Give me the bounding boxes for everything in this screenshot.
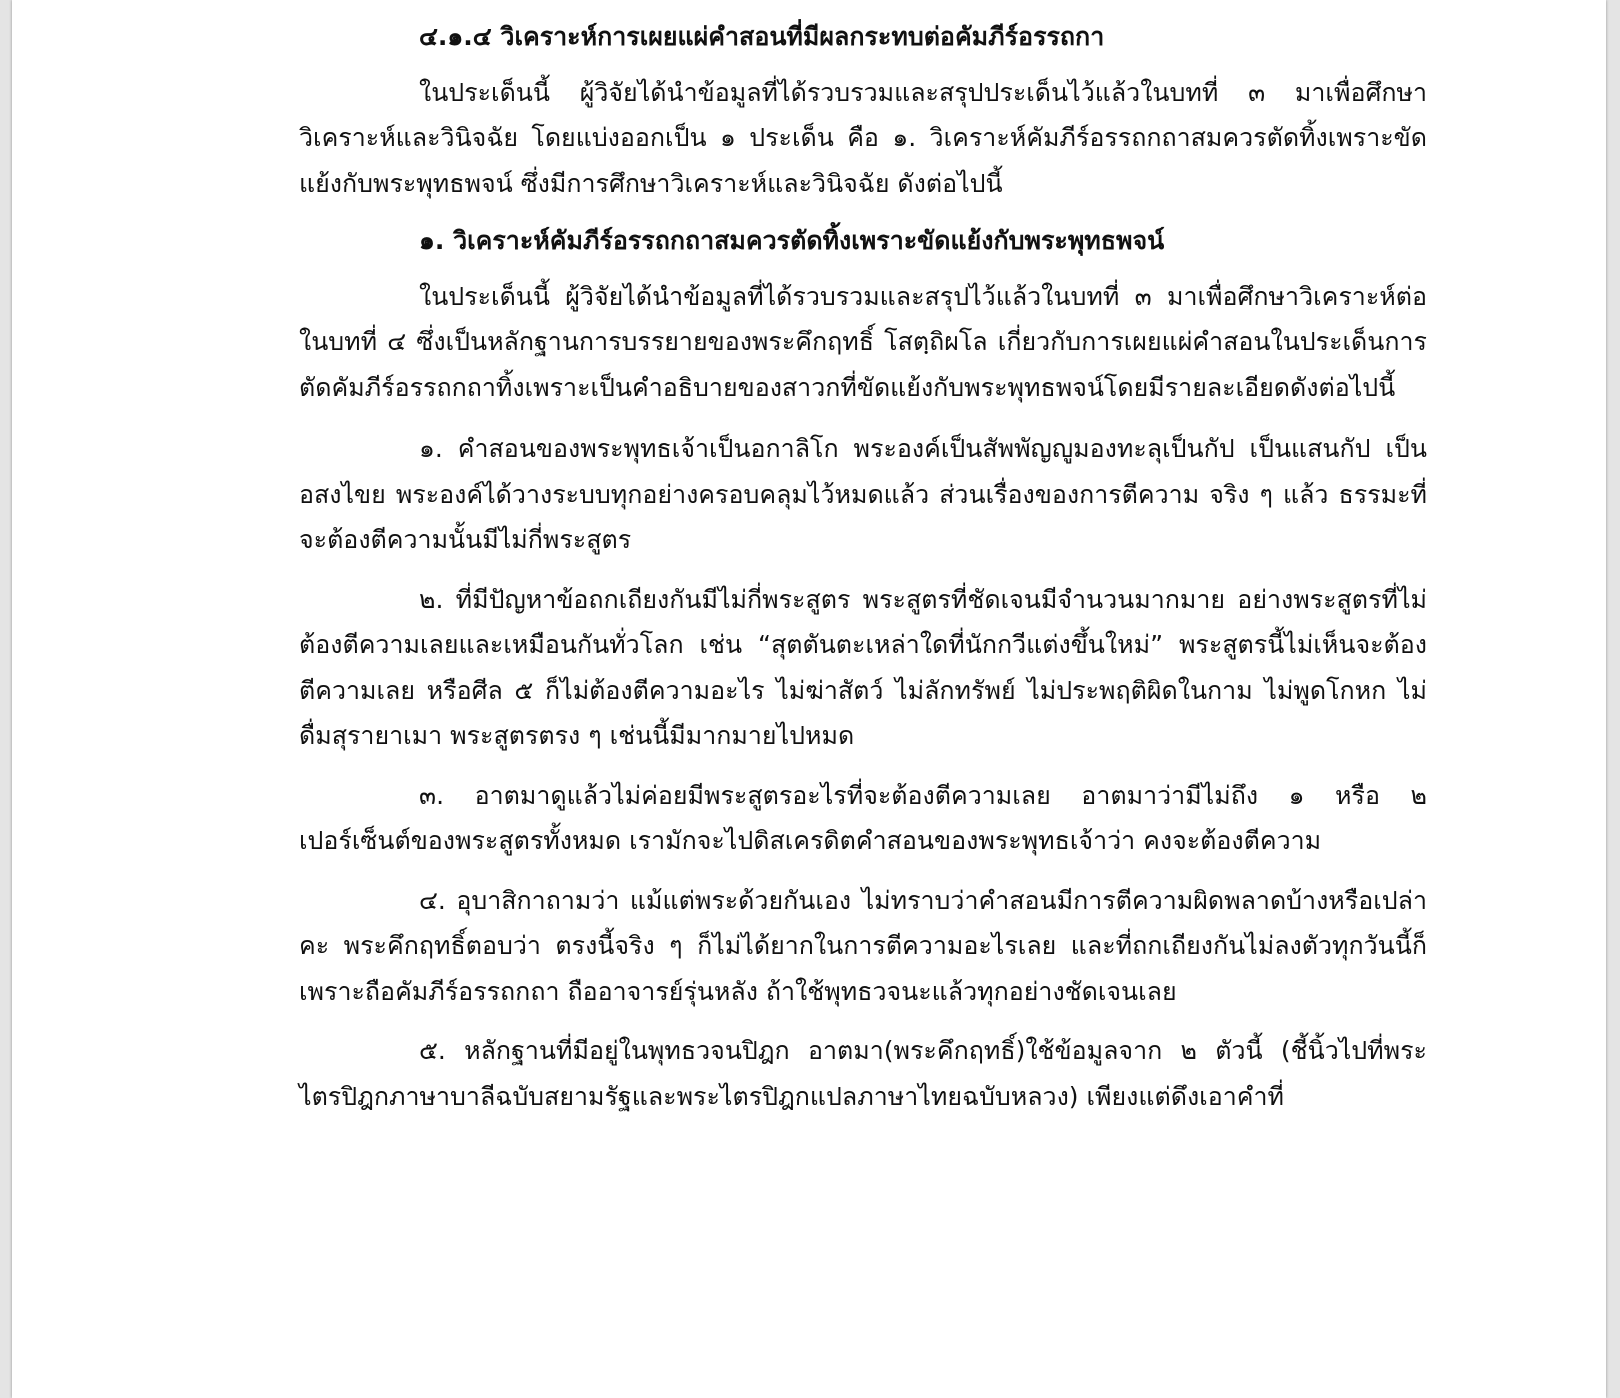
document-body [299, 14, 1427, 1133]
numbered-item-3: ๓. อาตมาดูแล้วไม่ค่อยมีพระสูตรอะไรที่จะต้องตีความเลย อาตมาว่ามีไม่ถึง ๑ หรือ ๒ เปอร์เซ็นต์ของพระสูตรทั้งหมด เรามักจะไปดิสเครดิตคำสอนของพระพุทธเจ้าว่า คงจะต้องตีความ [299, 780, 1427, 855]
sub-intro-paragraph: ในประเด็นนี้ ผู้วิจัยได้นำข้อมูลที่ได้รวบรวมและสรุปไว้แล้วในบทที่ ๓ มาเพื่อศึกษาวิเคราะห์ต่อในบทที่ ๔ ซึ่งเป็นหลักฐานการบรรยายของพระคึกฤทธิ์ โสตฺถิผโล เกี่ยวกับการเผยแผ่คำสอนในประเด็นการตัดคัมภีร์อรรถกถาทิ้งเพราะเป็นคำอธิบายของสาวกที่ขัดแย้งกับพระพุทธพจน์โดยมีรายละเอียดดังต่อไปนี้ [299, 281, 1427, 402]
numbered-item-4: ๔. อุบาสิกาถามว่า แม้แต่พระด้วยกันเอง ไม่ทราบว่าคำสอนมีการตีความผิดพลาดบ้างหรือเปล่าคะ พระคึกฤทธิ์ตอบว่า ตรงนี้จริง ๆ ก็ไม่ได้ยากในการตีความอะไรเลย และที่ถกเถียงกันไม่ลงตัวทุกวันนี้ก็เพราะถือคัมภีร์อรรถกถา ถืออาจารย์รุ่นหลัง ถ้าใช้พุทธวจนะแล้วทุกอย่างชัดเจนเลย [299, 885, 1427, 1006]
subsection-heading: ๑. วิเคราะห์คัมภีร์อรรถกถาสมควรตัดทิ้งเพราะขัดแย้งกับพระพุทธพจน์ [419, 226, 1165, 255]
numbered-item-5: ๕. หลักฐานที่มีอยู่ในพุทธวจนปิฎก อาตมา(พระคึกฤทธิ์)ใช้ข้อมูลจาก ๒ ตัวนี้ (ชี้นิ้วไปที่พระไตรปิฎกภาษาบาลีฉบับสยามรัฐและพระไตรปิฎกแปลภาษาไทยฉบับหลวง) เพียงแต่ดึงเอาคำที่ [299, 1036, 1427, 1111]
intro-paragraph: ในประเด็นนี้ ผู้วิจัยได้นำข้อมูลที่ได้รวบรวมและสรุปประเด็นไว้แล้วในบทที่ ๓ มาเพื่อศึกษาวิเคราะห์และวินิจฉัย โดยแบ่งออกเป็น ๑ ประเด็น คือ ๑. วิเคราะห์คัมภีร์อรรถกถาสมควรตัดทิ้งเพราะขัดแย้งกับพระพุทธพจน์ ซึ่งมีการศึกษาวิเคราะห์และวินิจฉัย ดังต่อไปนี้ [299, 77, 1427, 198]
section-heading: ๔.๑.๔ วิเคราะห์การเผยแผ่คำสอนที่มีผลกระทบต่อคัมภีร์อรรถกา [419, 22, 1105, 51]
numbered-item-1: ๑. คำสอนของพระพุทธเจ้าเป็นอกาลิโก พระองค์เป็นสัพพัญญูมองทะลุเป็นกัป เป็นแสนกัป เป็นอสงไขย พระองค์ได้วางระบบทุกอย่างครอบคลุมไว้หมดแล้ว ส่วนเรื่องของการตีความ จริง ๆ แล้ว ธรรมะที่จะต้องตีความนั้นมีไม่กี่พระสูตร [299, 434, 1427, 554]
numbered-item-2: ๒. ที่มีปัญหาข้อถกเถียงกันมีไม่กี่พระสูตร พระสูตรที่ชัดเจนมีจำนวนมากมาย อย่างพระสูตรที่ไม่ต้องตีความเลยและเหมือนกันทั่วโลก เช่น “สุตตันตะเหล่าใดที่นักกวีแต่งขึ้นใหม่” พระสูตรนี้ไม่เห็นจะต้องตีความเลย หรือศีล ๕ ก็ไม่ต้องตีความอะไร ไม่ฆ่าสัตว์ ไม่ลักทรัพย์ ไม่ประพฤติผิดในกาม ไม่พูดโกหก ไม่ดื่มสุรายาเมา พระสูตรตรง ๆ เช่นนี้มีมากมายไปหมด [299, 584, 1427, 750]
document-page [12, 0, 1606, 1398]
